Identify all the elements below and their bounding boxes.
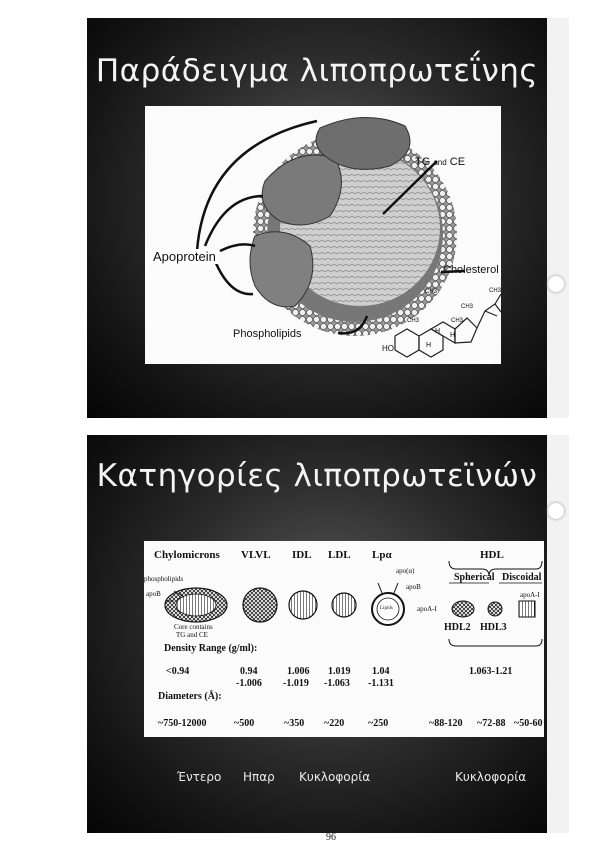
lipids-label: Lipids xyxy=(380,606,393,611)
slide-lipoprotein-example xyxy=(87,18,569,418)
ch3-label: CH3 xyxy=(425,289,438,295)
density-value: 0.94 xyxy=(240,666,258,677)
hdl-subtype: Discoidal xyxy=(502,572,542,583)
slide-edge xyxy=(547,435,569,833)
core-label: Core contains xyxy=(174,623,213,631)
density-value: -1.019 xyxy=(283,678,309,689)
cholesterol-label: Cholesterol xyxy=(443,264,499,276)
hdl3-particle xyxy=(488,602,502,616)
lipoprotein-diagram-panel xyxy=(145,106,501,364)
h-label: H xyxy=(435,328,441,335)
ch3-label: CH3 xyxy=(489,288,502,294)
diameter-label: Diameters (Å): xyxy=(158,691,222,702)
origin-label: Ηπαρ xyxy=(243,770,275,784)
density-value: 1.006 xyxy=(287,666,310,677)
diameter-value: ~500 xyxy=(234,718,255,729)
h-label: H xyxy=(450,332,456,339)
density-value: -1.131 xyxy=(368,678,394,689)
apoa1-label: apoA-I xyxy=(417,605,437,613)
punch-hole xyxy=(548,503,564,519)
vldl-particle xyxy=(243,588,277,622)
lipoprotein-illustration xyxy=(145,106,501,364)
apob-label: apoB xyxy=(146,590,161,598)
diameter-value: ~250 xyxy=(368,718,389,729)
hdl-name: HDL2 xyxy=(444,622,471,633)
tg-ce-label: TG and CE xyxy=(415,156,466,168)
diameter-value: ~50-60 xyxy=(514,718,543,729)
class-header: VLVL xyxy=(241,549,271,561)
h-label: H xyxy=(426,342,432,349)
class-header: Chylomicrons xyxy=(154,549,220,561)
page-number: 96 xyxy=(326,832,336,843)
idl-particle xyxy=(289,591,317,619)
origin-label: Κυκλοφορία xyxy=(299,770,371,784)
slide-title: Παράδειγμα λιποπρωτεΐνης xyxy=(95,53,539,89)
hdl-subtype: Spherical xyxy=(454,572,495,583)
apoprotein-label: Apoprotein xyxy=(153,249,216,264)
ldl-particle xyxy=(332,593,356,617)
slide-lipoprotein-classes xyxy=(87,435,569,833)
apoa1-label: apoA-I xyxy=(520,591,540,599)
origin-label: Κυκλοφορία xyxy=(455,770,527,784)
ho-label: HO xyxy=(382,344,394,353)
class-header: HDL xyxy=(480,549,504,561)
diameter-value: ~350 xyxy=(284,718,305,729)
apob-label: apoB xyxy=(406,583,421,591)
punch-hole xyxy=(548,276,564,292)
density-value: -1.006 xyxy=(236,678,262,689)
hdl-name: HDL3 xyxy=(480,622,507,633)
ch3-label: CH3 xyxy=(461,304,474,310)
apo-a-label: apo(α) xyxy=(396,567,415,575)
core-label: TG and CE xyxy=(176,631,208,639)
class-header: LDL xyxy=(328,549,351,561)
phospholipids-label: Phospholipids xyxy=(233,328,302,340)
apoprotein-blob xyxy=(262,155,341,225)
hdl2-particle xyxy=(452,601,474,617)
diameter-value: ~220 xyxy=(324,718,345,729)
density-value: <0.94 xyxy=(166,666,190,677)
class-header: IDL xyxy=(292,549,312,561)
diameter-value: ~72-88 xyxy=(477,718,506,729)
slide-title: Κατηγορίες λιποπρωτεϊνών xyxy=(96,458,538,494)
density-value: 1.019 xyxy=(328,666,351,677)
origin-label: Έντερο xyxy=(177,770,222,784)
ch3-label: CH3 xyxy=(451,318,464,324)
diameter-value: ~750-12000 xyxy=(158,718,207,729)
diameter-value: ~88-120 xyxy=(429,718,463,729)
density-value: -1.063 xyxy=(324,678,350,689)
density-value: 1.04 xyxy=(372,666,390,677)
lipoprotein-classes-panel xyxy=(144,541,544,737)
density-value: 1.063-1.21 xyxy=(469,666,513,677)
ch3-label: CH3 xyxy=(407,318,420,324)
density-label: Density Range (g/ml): xyxy=(164,643,258,654)
slide-edge xyxy=(547,18,569,418)
class-header: Lpα xyxy=(372,549,392,561)
discoidal-hdl-particle xyxy=(519,601,535,617)
phospholipids-label: phospholipids xyxy=(144,575,184,583)
apoprotein-blob xyxy=(250,232,313,307)
